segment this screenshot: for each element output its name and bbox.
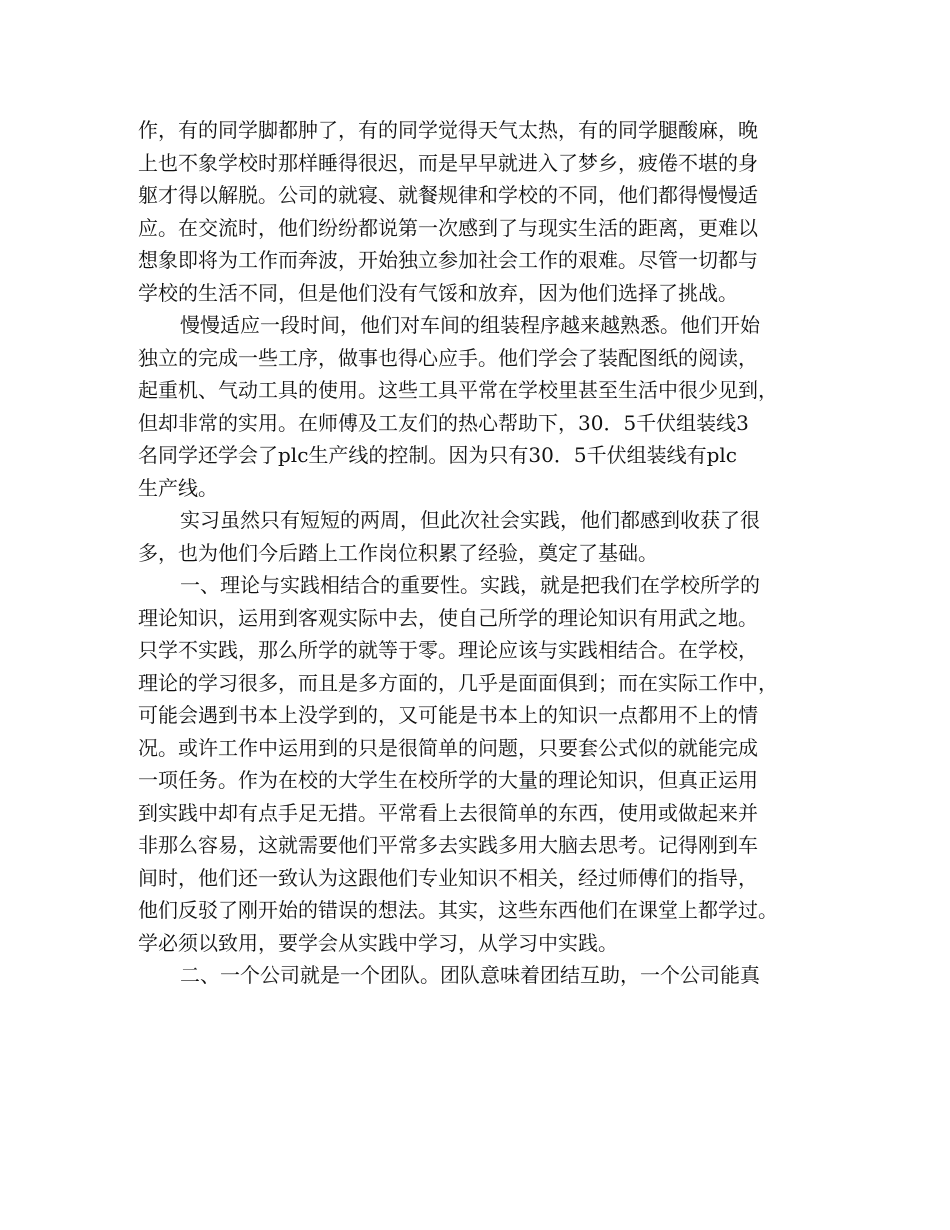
body-text [138, 114, 828, 992]
text-line: 他们反驳了刚开始的错误的想法。其实，这些东西他们在课堂上都学过。 [138, 898, 778, 922]
text-line: 想象即将为工作而奔波，开始独立参加社会工作的艰难。尽管一切都与 [138, 248, 758, 272]
text-line: 二、一个公司就是一个团队。团队意味着团结互助，一个公司能真 [180, 963, 760, 987]
text-line: 慢慢适应一段时间，他们对车间的组装程序越来越熟悉。他们开始 [180, 313, 760, 337]
text-line: 非那么容易，这就需要他们平常多去实践多用大脑去思考。记得刚到车 [138, 833, 758, 857]
text-line: 独立的完成一些工序，做事也得心应手。他们学会了装配图纸的阅读， [138, 345, 758, 370]
text-line: 实习虽然只有短短的两周，但此次社会实践，他们都感到收获了很 [180, 508, 760, 532]
text-line: 只学不实践，那么所学的就等于零。理论应该与实践相结合。在学校， [138, 638, 758, 662]
text-line: 理论的学习很多，而且是多方面的，几乎是面面俱到；而在实际工作中， [138, 670, 778, 695]
text-line: 况。或许工作中运用到的只是很简单的问题，只要套公式似的就能完成 [138, 735, 758, 760]
text-line: 一、理论与实践相结合的重要性。实践，就是把我们在学校所学的 [180, 573, 760, 597]
text-line: 名同学还学会了plc生产线的控制。因为只有30．5千伏组装线有plc [138, 443, 737, 467]
text-line: 理论知识，运用到客观实际中去，使自己所学的理论知识有用武之地。 [138, 605, 758, 630]
text-line: 可能会遇到书本上没学到的，又可能是书本上的知识一点都用不上的情 [138, 703, 758, 727]
text-line: 学必须以致用，要学会从实践中学习，从学习中实践。 [138, 930, 618, 955]
text-line: 学校的生活不同，但是他们没有气馁和放弃，因为他们选择了挑战。 [138, 280, 738, 305]
text-line: 到实践中却有点手足无措。平常看上去很简单的东西，使用或做起来并 [138, 800, 758, 825]
text-line: 起重机、气动工具的使用。这些工具平常在学校里甚至生活中很少见到， [138, 378, 778, 402]
text-line: 应。在交流时，他们纷纷都说第一次感到了与现实生活的距离，更难以 [138, 215, 758, 240]
text-line: 间时，他们还一致认为这跟他们专业知识不相关，经过师傅们的指导， [138, 865, 758, 890]
text-line: 多，也为他们今后踏上工作岗位积累了经验，奠定了基础。 [138, 540, 658, 565]
text-line: 但却非常的实用。在师傅及工友们的热心帮助下，30．5千伏组装线3 [138, 410, 749, 435]
text-line: 作，有的同学脚都肿了，有的同学觉得天气太热，有的同学腿酸麻，晚 [138, 118, 758, 142]
text-line: 躯才得以解脱。公司的就寝、就餐规律和学校的不同，他们都得慢慢适 [138, 183, 758, 207]
text-line: 生产线。 [138, 475, 218, 500]
text-line: 上也不象学校时那样睡得很迟，而是早早就进入了梦乡，疲倦不堪的身 [138, 150, 758, 175]
text-line: 一项任务。作为在校的大学生在校所学的大量的理论知识，但真正运用 [138, 768, 758, 792]
